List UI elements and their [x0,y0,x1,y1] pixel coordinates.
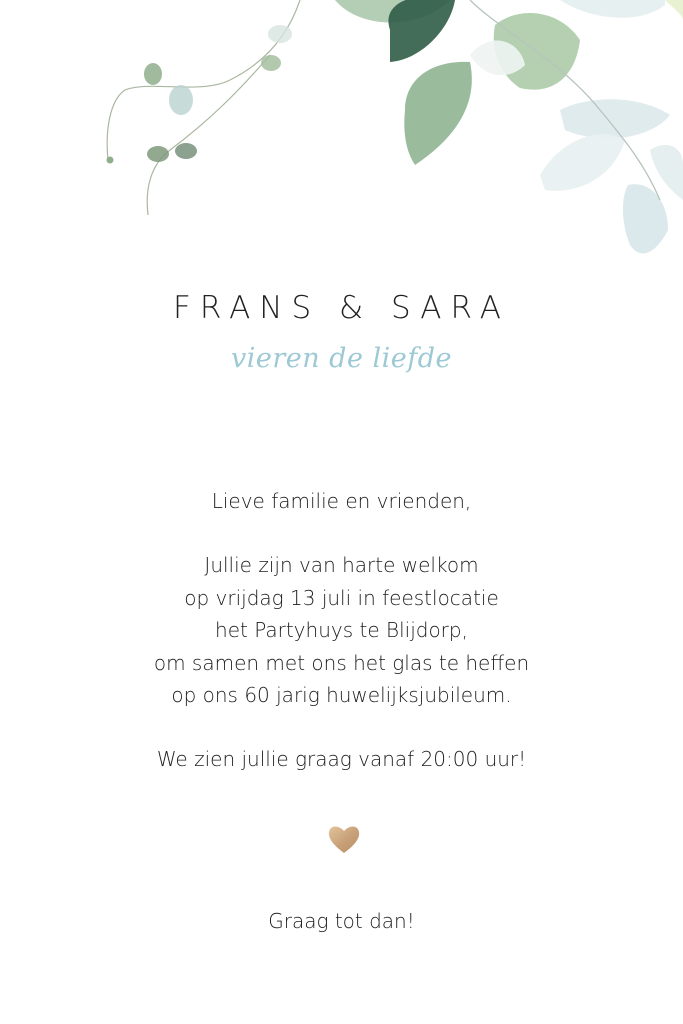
heart-icon [327,823,361,855]
closing-time: We zien jullie graag vanaf 20:00 uur! [156,747,527,771]
couple-names: FRANS & SARA [172,290,511,326]
greeting: Lieve familie en vrienden, [211,489,472,513]
invitation-body [0,549,683,712]
eucalyptus-foliage-icon [0,0,683,280]
body-line: op vrijdag 13 juli in feestlocatie [184,585,499,610]
body-line: Jullie zijn van harte welkom [204,553,479,577]
tagline: vieren de liefde [230,343,453,374]
body-line: op ons 60 jarig huwelijksjubileum. [171,683,512,707]
signoff: Graag tot dan! [268,909,415,933]
body-line: het Partyhuys te Blijdorp, [215,618,468,642]
body-line: om samen met ons het glas te heffen [153,650,530,675]
